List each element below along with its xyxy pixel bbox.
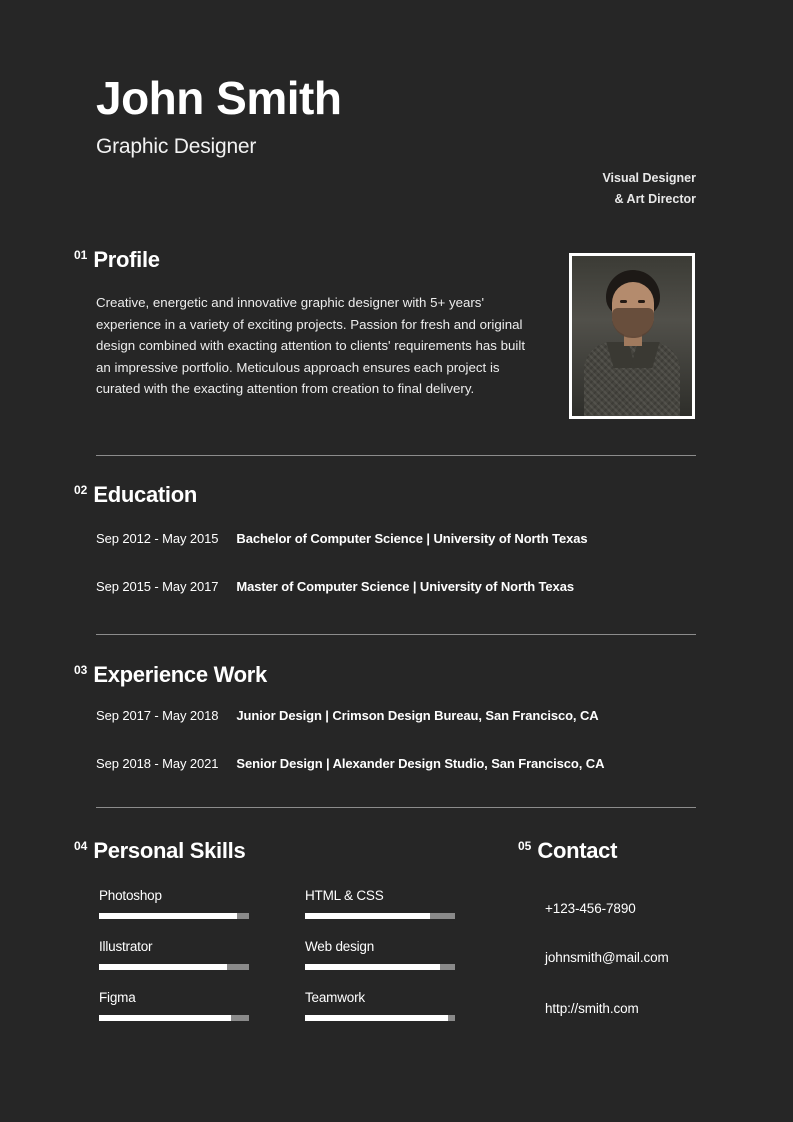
- entry-description: Master of Computer Science | University of North Texas: [236, 579, 574, 594]
- entry-date: Sep 2015 - May 2017: [96, 579, 219, 594]
- contact-website[interactable]: http://smith.com: [545, 1001, 639, 1016]
- section-title: Personal Skills: [93, 838, 246, 863]
- header: [96, 72, 696, 159]
- portrait-eye-right: [638, 300, 645, 303]
- portrait-illustration: [572, 256, 692, 416]
- skill-label: HTML & CSS: [305, 888, 384, 903]
- skill-bar-fill: [99, 913, 237, 919]
- skill-bar: [99, 964, 249, 970]
- skill-label: Photoshop: [99, 888, 162, 903]
- portrait-eye-left: [620, 300, 627, 303]
- section-heading-contact: [518, 838, 617, 864]
- section-heading-experience: [74, 662, 267, 688]
- skill-label: Illustrator: [99, 939, 153, 954]
- section-number: 02: [74, 483, 88, 497]
- list-item: [96, 756, 604, 771]
- contact-email[interactable]: johnsmith@mail.com: [545, 950, 669, 965]
- section-title: Profile: [93, 247, 160, 272]
- page-title: John Smith: [96, 72, 342, 124]
- divider: [96, 455, 696, 456]
- entry-description: Junior Design | Crimson Design Bureau, San Francisco, CA: [236, 708, 599, 723]
- skill-item: [305, 939, 455, 970]
- skill-item: [99, 990, 249, 1021]
- skill-item: [305, 990, 455, 1021]
- list-item: [96, 708, 599, 723]
- skill-bar: [99, 1015, 249, 1021]
- skill-item: [99, 939, 249, 970]
- entry-description: Senior Design | Alexander Design Studio, San Francisco, CA: [236, 756, 605, 771]
- skill-item: [305, 888, 455, 919]
- section-title: Experience Work: [93, 662, 267, 687]
- skill-bar: [99, 913, 249, 919]
- entry-date: Sep 2012 - May 2015: [96, 531, 219, 546]
- skill-label: Web design: [305, 939, 375, 954]
- header-tagline: [476, 168, 696, 209]
- portrait-beard: [612, 308, 654, 338]
- skill-label: Teamwork: [305, 990, 365, 1005]
- divider: [96, 807, 696, 808]
- contact-phone[interactable]: +123-456-7890: [545, 901, 636, 916]
- avatar: [569, 253, 695, 419]
- skill-bar-fill: [99, 964, 227, 970]
- section-title: Contact: [537, 838, 618, 863]
- section-number: 01: [74, 248, 88, 262]
- divider: [96, 634, 696, 635]
- section-number: 05: [518, 839, 532, 853]
- skill-bar: [305, 913, 455, 919]
- entry-date: Sep 2018 - May 2021: [96, 756, 219, 771]
- entry-description: Bachelor of Computer Science | University of North Texas: [236, 531, 588, 546]
- skill-label: Figma: [99, 990, 136, 1005]
- portrait-body: [584, 342, 680, 416]
- section-number: 04: [74, 839, 88, 853]
- section-title: Education: [93, 482, 197, 507]
- skill-bar: [305, 1015, 455, 1021]
- tagline-line-1: Visual Designer: [602, 171, 696, 185]
- skill-bar-fill: [305, 1015, 448, 1021]
- section-number: 03: [74, 663, 88, 677]
- list-item: [96, 579, 574, 594]
- skill-bar: [305, 964, 455, 970]
- section-heading-skills: [74, 838, 245, 864]
- skill-item: [99, 888, 249, 919]
- profile-text: Creative, energetic and innovative graphic designer with 5+ years' experience in a variety of exciting projects. Passion for fresh and original design combined with exacting attention to clients' requirements has built an impressive portfolio. Meticulous approach ensures each project is curated with the exacting attention from creation to final delivery.: [96, 295, 526, 397]
- tagline-line-2: & Art Director: [614, 191, 696, 206]
- skill-bar-fill: [99, 1015, 231, 1021]
- skill-bar-fill: [305, 913, 430, 919]
- section-heading-education: [74, 482, 197, 508]
- job-title: Graphic Designer: [96, 135, 257, 158]
- section-heading-profile: [74, 247, 160, 273]
- skill-bar-fill: [305, 964, 440, 970]
- list-item: [96, 531, 587, 546]
- entry-date: Sep 2017 - May 2018: [96, 708, 219, 723]
